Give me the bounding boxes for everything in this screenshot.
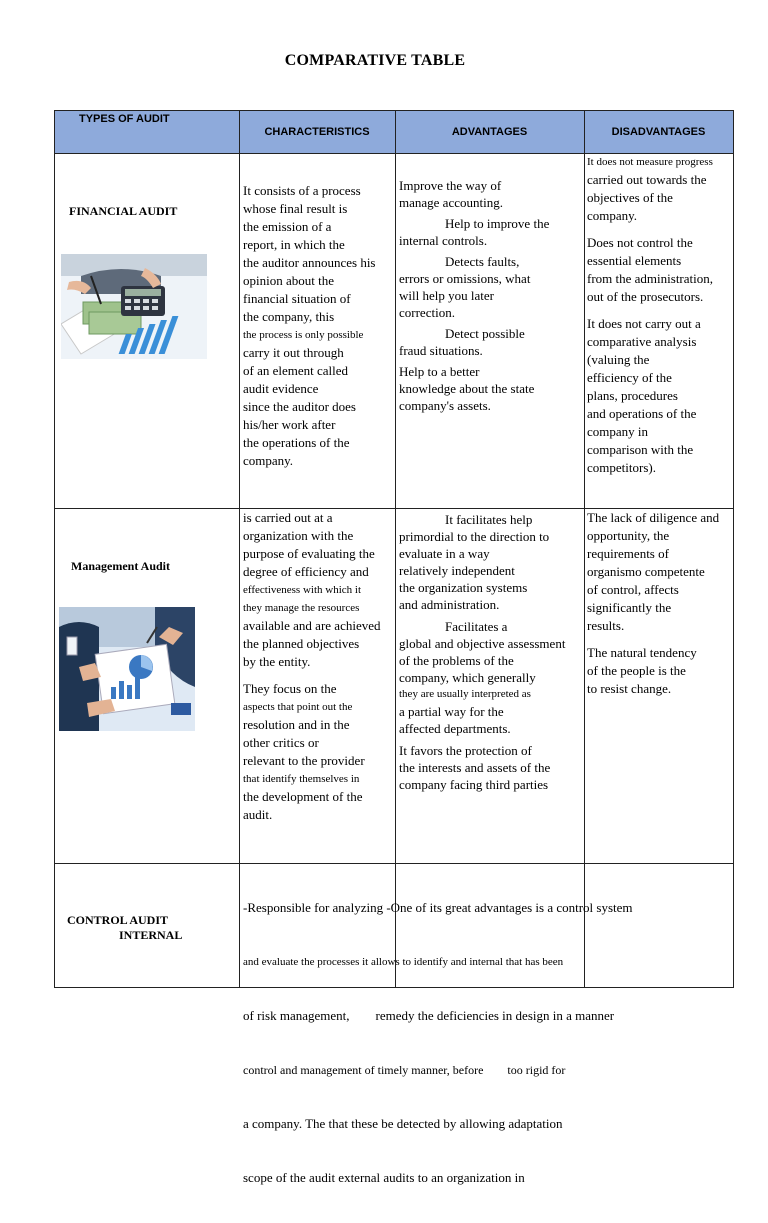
text-line: the organization systems — [399, 580, 528, 595]
management-audit-image — [59, 607, 195, 731]
financial-advantages — [399, 177, 583, 414]
text-line: It favors the protection of — [399, 743, 532, 758]
text-line: scope of the audit external audits to an organization in — [243, 1170, 525, 1185]
text-line: comparison with the — [587, 442, 694, 457]
text-line: is carried out at a — [243, 510, 333, 525]
text-line: efficiency of the — [587, 370, 672, 385]
management-disadvantages — [587, 509, 737, 698]
text-line: plans, procedures — [587, 388, 678, 403]
text-line: of risk management, remedy the deficiencies in design in a manner — [243, 1008, 615, 1023]
text-line: company's assets. — [399, 398, 491, 413]
text-line: company. — [587, 208, 638, 223]
text-line: control and management of timely manner, before too rigid for — [243, 1063, 566, 1077]
financial-audit-image — [61, 254, 207, 359]
text-line: financial situation of — [243, 291, 351, 306]
text-line: relatively independent — [399, 563, 515, 578]
header-advantages: ADVANTAGES — [395, 111, 584, 153]
text-line: It consists of a process — [243, 183, 361, 198]
text-line: by the entity. — [243, 654, 311, 669]
text-line: organismo competente — [587, 564, 705, 579]
text-line: opinion about the — [243, 273, 334, 288]
text-line: carry it out through — [243, 345, 344, 360]
text-line: available and are achieved — [243, 618, 381, 633]
text-line: company facing third parties — [399, 777, 549, 792]
text-line: Help to a better — [399, 364, 480, 379]
row-label-line: INTERNAL — [119, 928, 183, 942]
text-line: audit. — [243, 807, 273, 822]
header-types: TYPES OF AUDIT — [55, 111, 239, 153]
text-line: a partial way for the — [399, 704, 504, 719]
text-line: Detects faults, — [445, 254, 520, 269]
text-line: errors or omissions, what — [399, 271, 531, 286]
text-line: Help to improve the — [445, 216, 550, 231]
text-line: They focus on the — [243, 681, 337, 696]
text-line: purpose of evaluating the — [243, 546, 375, 561]
management-characteristics — [243, 509, 413, 824]
text-line: a company. The that these be detected by allowing adaptation — [243, 1116, 563, 1131]
text-line: opportunity, the — [587, 528, 670, 543]
text-line: and administration. — [399, 597, 500, 612]
text-line: It facilitates help — [445, 512, 533, 527]
text-line: to resist change. — [587, 681, 672, 696]
text-line: comparative analysis — [587, 334, 697, 349]
text-line: affected departments. — [399, 721, 511, 736]
text-line: company in — [587, 424, 649, 439]
text-line: Does not control the — [587, 235, 693, 250]
text-line: It does not measure progress — [587, 156, 713, 168]
text-line: knowledge about the state — [399, 381, 535, 396]
page-title: COMPARATIVE TABLE — [284, 52, 466, 69]
text-line: global and objective assessment — [399, 636, 566, 651]
text-line: of an element called — [243, 363, 349, 378]
text-line: Detect possible — [445, 326, 525, 341]
text-line: and operations of the — [587, 406, 697, 421]
text-line: (valuing the — [587, 352, 650, 367]
text-line: the process is only possible — [243, 329, 364, 341]
text-line: other critics or — [243, 735, 319, 750]
text-line: organization with the — [243, 528, 354, 543]
row-label-financial: FINANCIAL AUDIT — [69, 204, 178, 218]
text-line: The natural tendency — [587, 645, 697, 660]
text-line: significantly the — [587, 600, 672, 615]
text-line: the company, this — [243, 309, 335, 324]
text-line: It does not carry out a — [587, 316, 701, 331]
text-line: since the auditor does — [243, 399, 356, 414]
text-line: the planned objectives — [243, 636, 360, 651]
text-line: carried out towards the — [587, 172, 707, 187]
text-line: that identify themselves in — [243, 773, 360, 785]
text-line: of the problems of the — [399, 653, 514, 668]
financial-disadvantages — [587, 153, 737, 477]
text-line: internal controls. — [399, 233, 488, 248]
text-line: requirements of — [587, 546, 669, 561]
row-label-management: Management Audit — [71, 559, 170, 573]
text-line: and evaluate the processes it allows to identify and internal that has been — [243, 956, 564, 968]
text-line: from the administration, — [587, 271, 714, 286]
row-label-line: CONTROL AUDIT — [67, 913, 169, 927]
text-line: his/her work after — [243, 417, 336, 432]
text-line: essential elements — [587, 253, 682, 268]
text-line: resolution and in the — [243, 717, 350, 732]
text-line: -Responsible for analyzing -One of its great advantages is a control system — [243, 900, 633, 915]
text-line: company. — [243, 453, 294, 468]
text-line: The lack of diligence and — [587, 510, 720, 525]
text-line: Facilitates a — [445, 619, 508, 634]
row-label-internal-control — [67, 913, 182, 943]
text-line: degree of efficiency and — [243, 564, 369, 579]
text-line: effectiveness with which it — [243, 584, 362, 596]
text-line: out of the prosecutors. — [587, 289, 704, 304]
text-line: the interests and assets of the — [399, 760, 551, 775]
text-line: fraud situations. — [399, 343, 483, 358]
text-line: of control, affects — [587, 582, 679, 597]
text-line: correction. — [399, 305, 455, 320]
text-line: they are usually interpreted as — [399, 688, 531, 700]
text-line: primordial to the direction to — [399, 529, 550, 544]
text-line: of the people is the — [587, 663, 686, 678]
comparative-table — [54, 110, 734, 1185]
text-line: aspects that point out the — [243, 701, 353, 713]
text-line: they manage the resources — [243, 602, 360, 614]
text-line: competitors). — [587, 460, 656, 475]
text-line: evaluate in a way — [399, 546, 490, 561]
header-characteristics: CHARACTERISTICS — [239, 111, 395, 153]
text-line: whose final result is — [243, 201, 348, 216]
text-line: audit evidence — [243, 381, 319, 396]
text-line: the emission of a — [243, 219, 332, 234]
header-disadvantages: DISADVANTAGES — [584, 111, 733, 153]
text-line: the operations of the — [243, 435, 350, 450]
text-line: Improve the way of — [399, 178, 502, 193]
text-line: objectives of the — [587, 190, 673, 205]
text-line: relevant to the provider — [243, 753, 365, 768]
column-divider — [239, 111, 240, 987]
financial-characteristics — [243, 182, 413, 470]
text-line: results. — [587, 618, 625, 633]
text-line: manage accounting. — [399, 195, 503, 210]
text-line: will help you later — [399, 288, 494, 303]
internal-control-text — [243, 863, 733, 1223]
text-line: the auditor announces his — [243, 255, 376, 270]
text-line: company, which generally — [399, 670, 536, 685]
text-line: report, in which the — [243, 237, 345, 252]
text-line: the development of the — [243, 789, 363, 804]
management-advantages — [399, 511, 585, 793]
